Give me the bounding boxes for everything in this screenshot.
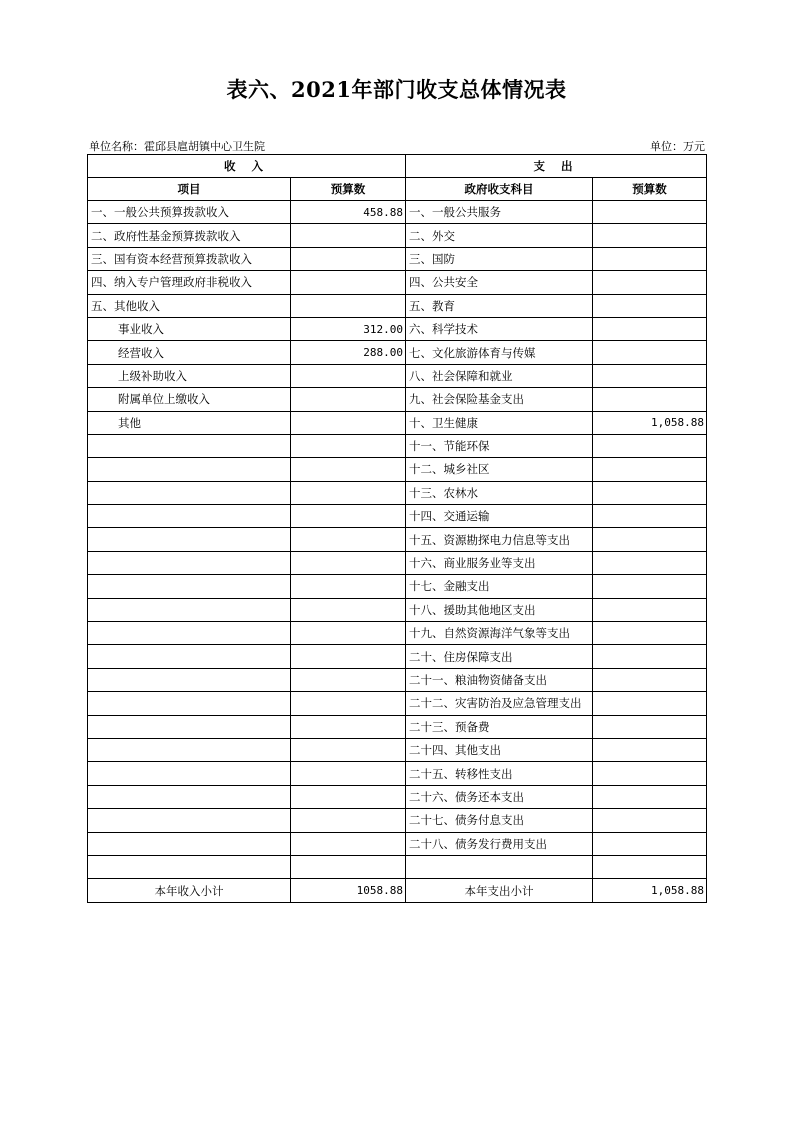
expense-value-cell: [593, 645, 707, 668]
income-value-cell: [291, 388, 406, 411]
expense-value-cell: [593, 715, 707, 738]
expense-value-cell: [593, 598, 707, 621]
expense-item-cell: 十五、资源勘探电力信息等支出: [406, 528, 593, 551]
expense-value-cell: [593, 364, 707, 387]
expense-value-cell: [593, 458, 707, 481]
table-row: [88, 551, 707, 574]
expense-value-cell: [593, 575, 707, 598]
expense-item-cell: 二十一、粮油物资储备支出: [406, 668, 593, 691]
table-row: [88, 715, 707, 738]
expense-value-cell: [593, 785, 707, 808]
expense-value-cell: [593, 505, 707, 528]
expense-item-cell: 十一、节能环保: [406, 434, 593, 457]
item-column-header: 项目: [88, 178, 291, 201]
expense-item-cell: 二十八、债务发行费用支出: [406, 832, 593, 855]
income-item-cell: [88, 575, 291, 598]
table-row: [88, 855, 707, 878]
income-value-cell: 312.00: [291, 317, 406, 340]
income-item-cell: [88, 762, 291, 785]
income-item-cell: 其他: [88, 411, 291, 434]
income-value-cell: [291, 551, 406, 574]
expense-item-cell: 十九、自然资源海洋气象等支出: [406, 622, 593, 645]
totals-row: [88, 879, 707, 902]
expense-value-cell: [593, 317, 707, 340]
table-row: [88, 294, 707, 317]
table-row: [88, 458, 707, 481]
income-value-cell: [291, 271, 406, 294]
expense-item-cell: 五、教育: [406, 294, 593, 317]
expense-item-cell: 二十二、灾害防治及应急管理支出: [406, 692, 593, 715]
income-item-cell: [88, 505, 291, 528]
page-title: 表六、2021年部门收支总体情况表: [226, 77, 567, 102]
income-value-cell: [291, 855, 406, 878]
column-header-row: [88, 178, 707, 201]
expense-item-cell: 十、卫生健康: [406, 411, 593, 434]
expense-total-value: 1,058.88: [593, 879, 707, 902]
expense-value-cell: [593, 738, 707, 761]
table-row: [88, 317, 707, 340]
income-budget-column-header: 预算数: [291, 178, 406, 201]
income-item-cell: 五、其他收入: [88, 294, 291, 317]
expense-item-cell: 六、科学技术: [406, 317, 593, 340]
expense-value-cell: [593, 201, 707, 224]
expense-value-cell: [593, 762, 707, 785]
income-item-cell: 三、国有资本经营预算拨款收入: [88, 247, 291, 270]
income-value-cell: [291, 762, 406, 785]
unit-label: 单位：万元: [650, 140, 705, 153]
expense-item-cell: 十八、援助其他地区支出: [406, 598, 593, 621]
income-item-cell: [88, 809, 291, 832]
income-section-header: 收 入: [88, 155, 406, 178]
expense-value-cell: 1,058.88: [593, 411, 707, 434]
income-value-cell: [291, 224, 406, 247]
income-value-cell: [291, 809, 406, 832]
expense-value-cell: [593, 481, 707, 504]
expense-value-cell: [593, 247, 707, 270]
table-row: [88, 785, 707, 808]
income-value-cell: [291, 715, 406, 738]
expense-value-cell: [593, 388, 707, 411]
income-item-cell: 四、纳入专户管理政府非税收入: [88, 271, 291, 294]
expense-value-cell: [593, 528, 707, 551]
income-item-cell: [88, 528, 291, 551]
expense-value-cell: [593, 855, 707, 878]
expense-item-cell: 八、社会保障和就业: [406, 364, 593, 387]
expense-value-cell: [593, 668, 707, 691]
income-value-cell: [291, 598, 406, 621]
expense-value-cell: [593, 809, 707, 832]
income-item-cell: 附属单位上缴收入: [88, 388, 291, 411]
expense-item-cell: 七、文化旅游体育与传媒: [406, 341, 593, 364]
table-row: [88, 505, 707, 528]
income-item-cell: [88, 481, 291, 504]
expense-value-cell: [593, 224, 707, 247]
income-value-cell: [291, 294, 406, 317]
expense-item-cell: 四、公共安全: [406, 271, 593, 294]
table-row: [88, 762, 707, 785]
gov-subject-column-header: 政府收支科目: [406, 178, 593, 201]
table-row: [88, 388, 707, 411]
income-item-cell: [88, 668, 291, 691]
income-item-cell: [88, 832, 291, 855]
income-item-cell: [88, 715, 291, 738]
income-total-value: 1058.88: [291, 879, 406, 902]
table-row: [88, 622, 707, 645]
income-value-cell: [291, 411, 406, 434]
table-row: [88, 271, 707, 294]
expense-item-cell: [406, 855, 593, 878]
section-header-row: [88, 155, 707, 178]
expense-item-cell: 二十七、债务付息支出: [406, 809, 593, 832]
table-row: [88, 645, 707, 668]
income-value-cell: [291, 622, 406, 645]
income-item-cell: [88, 692, 291, 715]
income-value-cell: [291, 528, 406, 551]
income-item-cell: [88, 458, 291, 481]
expense-item-cell: 十四、交通运输: [406, 505, 593, 528]
expense-item-cell: 十三、农林水: [406, 481, 593, 504]
table-row: [88, 247, 707, 270]
expense-value-cell: [593, 622, 707, 645]
table-row: [88, 809, 707, 832]
income-item-cell: [88, 551, 291, 574]
table-row: [88, 668, 707, 691]
table-row: [88, 224, 707, 247]
income-item-cell: [88, 738, 291, 761]
income-item-cell: 经营收入: [88, 341, 291, 364]
expense-value-cell: [593, 551, 707, 574]
income-item-cell: 事业收入: [88, 317, 291, 340]
income-item-cell: 二、政府性基金预算拨款收入: [88, 224, 291, 247]
income-item-cell: [88, 855, 291, 878]
table-row: [88, 832, 707, 855]
table-row: [88, 738, 707, 761]
table-row: [88, 481, 707, 504]
expense-value-cell: [593, 294, 707, 317]
income-total-label: 本年收入小计: [88, 879, 291, 902]
income-item-cell: [88, 645, 291, 668]
expense-item-cell: 二、外交: [406, 224, 593, 247]
income-value-cell: [291, 785, 406, 808]
income-item-cell: [88, 785, 291, 808]
table-row: [88, 575, 707, 598]
income-value-cell: [291, 832, 406, 855]
expense-value-cell: [593, 434, 707, 457]
income-value-cell: [291, 458, 406, 481]
expense-item-cell: 九、社会保险基金支出: [406, 388, 593, 411]
table-row: [88, 364, 707, 387]
expense-item-cell: 一、一般公共服务: [406, 201, 593, 224]
expense-section-header: 支 出: [406, 155, 707, 178]
income-value-cell: [291, 645, 406, 668]
income-value-cell: [291, 364, 406, 387]
income-item-cell: 一、一般公共预算拨款收入: [88, 201, 291, 224]
expense-budget-column-header: 预算数: [593, 178, 707, 201]
expense-item-cell: 十七、金融支出: [406, 575, 593, 598]
expense-value-cell: [593, 832, 707, 855]
income-value-cell: [291, 247, 406, 270]
expense-item-cell: 二十四、其他支出: [406, 738, 593, 761]
expense-item-cell: 二十、住房保障支出: [406, 645, 593, 668]
expense-item-cell: 三、国防: [406, 247, 593, 270]
income-value-cell: [291, 738, 406, 761]
expense-item-cell: 十二、城乡社区: [406, 458, 593, 481]
expense-value-cell: [593, 341, 707, 364]
income-value-cell: 288.00: [291, 341, 406, 364]
budget-table: [87, 154, 707, 903]
table-row: [88, 598, 707, 621]
income-value-cell: [291, 434, 406, 457]
income-item-cell: [88, 598, 291, 621]
expense-total-label: 本年支出小计: [406, 879, 593, 902]
income-item-cell: [88, 622, 291, 645]
income-value-cell: [291, 481, 406, 504]
table-row: [88, 434, 707, 457]
table-row: [88, 528, 707, 551]
expense-item-cell: 二十六、债务还本支出: [406, 785, 593, 808]
income-item-cell: 上级补助收入: [88, 364, 291, 387]
table-row: [88, 411, 707, 434]
income-value-cell: [291, 575, 406, 598]
income-value-cell: [291, 668, 406, 691]
income-item-cell: [88, 434, 291, 457]
expense-item-cell: 二十三、预备费: [406, 715, 593, 738]
table-row: [88, 201, 707, 224]
expense-item-cell: 十六、商业服务业等支出: [406, 551, 593, 574]
income-value-cell: [291, 692, 406, 715]
table-row: [88, 341, 707, 364]
income-value-cell: 458.88: [291, 201, 406, 224]
table-row: [88, 692, 707, 715]
expense-value-cell: [593, 271, 707, 294]
unit-name: 单位名称：霍邱县扈胡镇中心卫生院: [89, 140, 265, 153]
income-value-cell: [291, 505, 406, 528]
expense-item-cell: 二十五、转移性支出: [406, 762, 593, 785]
expense-value-cell: [593, 692, 707, 715]
